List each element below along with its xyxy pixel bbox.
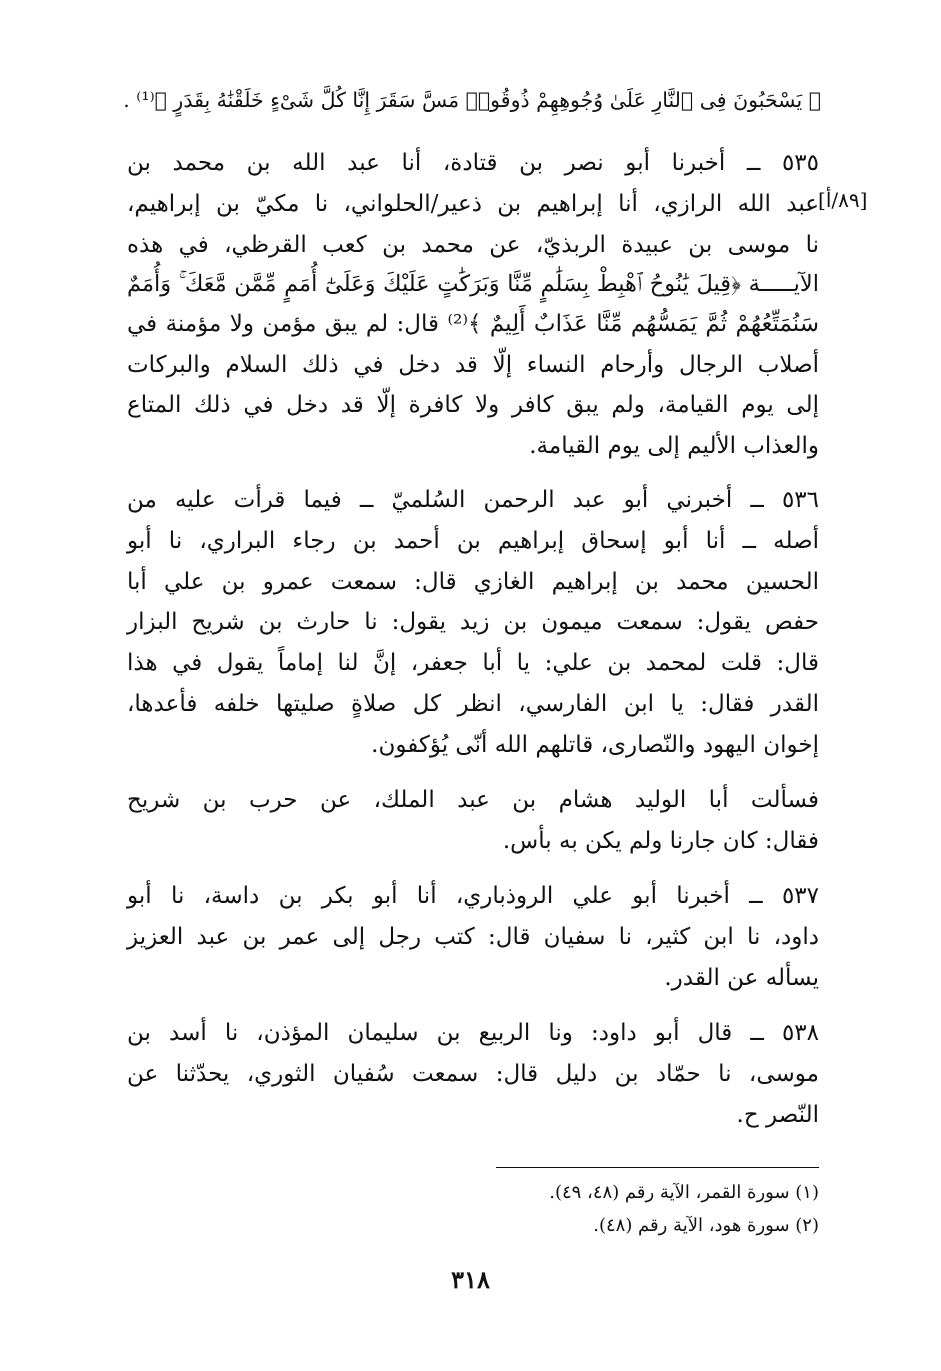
page-number: ٣١٨ [451,1265,490,1294]
hadith-535-line-5: سَنُمَتِّعُهُمْ ثُمَّ يَمَسُّهُم مِّنَّا عَذَابٌ أَلِيمٌ ﴾⁽²⁾ قال: لم يبق مؤمن ولا مؤمنة في [127,311,820,337]
followup-line-1: فسألت أبا الوليد هشام بن عبد الملك، عن حرب بن شريح [127,787,819,813]
hadith-538-line-1: ٥٣٨ ــ قال أبو داود: ونا الربيع بن سليمان المؤذن، نا أسد بن [127,1020,819,1046]
followup-line-2: فقال: كان جارنا ولم يكن به بأس. [502,828,819,854]
hadith-535-line-1: ٥٣٥ ــ أخبرنا أبو نصر بن قتادة، أنا عبد الله بن محمد بن [127,150,819,176]
hadith-537-line-1: ٥٣٧ ــ أخبرنا أبو علي الروذباري، أنا أبو بكر بن داسة، نا أبو [127,883,819,909]
hadith-538-line-2: موسى، نا حمّاد بن دليل قال: سمعت سُفيان الثوري، يحدّثنا عن [127,1061,819,1087]
hadith-536-line-7: إخوان اليهود والنّصارى، قاتلهم الله أنّى يُؤكفون. [371,732,819,758]
hadith-537-line-3: يسأله عن القدر. [664,965,819,991]
hadith-537-line-2: داود، نا ابن كثير، نا سفيان قال: كتب رجل إلى عمر بن عبد العزيز [127,924,819,950]
top-quran-verse: ﴿ يَسْحَبُونَ فِى ٱلنَّارِ عَلَىٰ وُجُوهِهِمْ ذُوقُوا۟ مَسَّ سَقَرَ إِنَّا كُلَّ شَىْءٍ خَلَقْنَٰهُ بِقَدَرٍ ﴾⁽¹⁾ . [123,88,821,112]
hadith-536-line-1: ٥٣٦ ــ أخبرني أبو عبد الرحمن السُلميّ ــ فيما قرأت عليه من [127,487,819,513]
hadith-536-line-5: قال: قلت لمحمد بن علي: يا أبا جعفر، إنَّ لنا إماماً يقول في هذا [127,650,819,676]
hadith-535-line-6: أصلاب الرجال وأرحام النساء إلّا قد دخل في ذلك السلام والبركات [127,352,819,378]
hadith-535-line-8: والعذاب الأليم إلى يوم القيامة. [529,433,819,459]
hadith-536-line-6: القدر فقال: يا ابن الفارسي، انظر كل صلاةٍ صليتها خلفه فأعدها، [127,691,819,717]
footnote-1: (١) سورة القمر، الآية رقم (٤٨، ٤٩). [549,1182,819,1203]
footnote-2: (٢) سورة هود، الآية رقم (٤٨). [593,1215,819,1236]
hadith-535-line-2: عبد الله الرازي، أنا إبراهيم بن ذعير/الحلواني، نا مكيّ بن إبراهيم، [127,191,819,217]
hadith-538-line-3: النّصر ح. [736,1102,819,1128]
manuscript-folio-ref: [٨٩/أ] [818,188,868,212]
hadith-535-line-4: الآيـــــة ﴿قِيلَ يَٰنُوحُ ٱهْبِطْ بِسَلَٰمٍ مِّنَّا وَبَرَكَٰتٍ عَلَيْكَ وَعَلَىٰٓ أُمَمٍ مِّمَّن مَّعَكَ ۚ وَأُمَمٌ [127,271,819,297]
hadith-536-line-2: أصله ــ أنا أبو إسحاق إبراهيم بن أحمد بن رجاء البراري، نا أبو [127,528,819,554]
hadith-535-line-7: إلى يوم القيامة، ولم يبق كافر ولا كافرة إلّا قد دخل في ذلك المتاع [127,392,819,418]
footnote-separator [496,1167,819,1168]
hadith-536-line-4: حفص يقول: سمعت ميمون بن زيد يقول: نا حارث بن شريح البزار [127,609,819,635]
hadith-535-line-3: نا موسى بن عبيدة الربذيّ، عن محمد بن كعب القرظي، في هذه [127,232,819,258]
hadith-536-line-3: الحسين محمد بن إبراهيم الغازي قال: سمعت عمرو بن علي أبا [127,569,819,595]
